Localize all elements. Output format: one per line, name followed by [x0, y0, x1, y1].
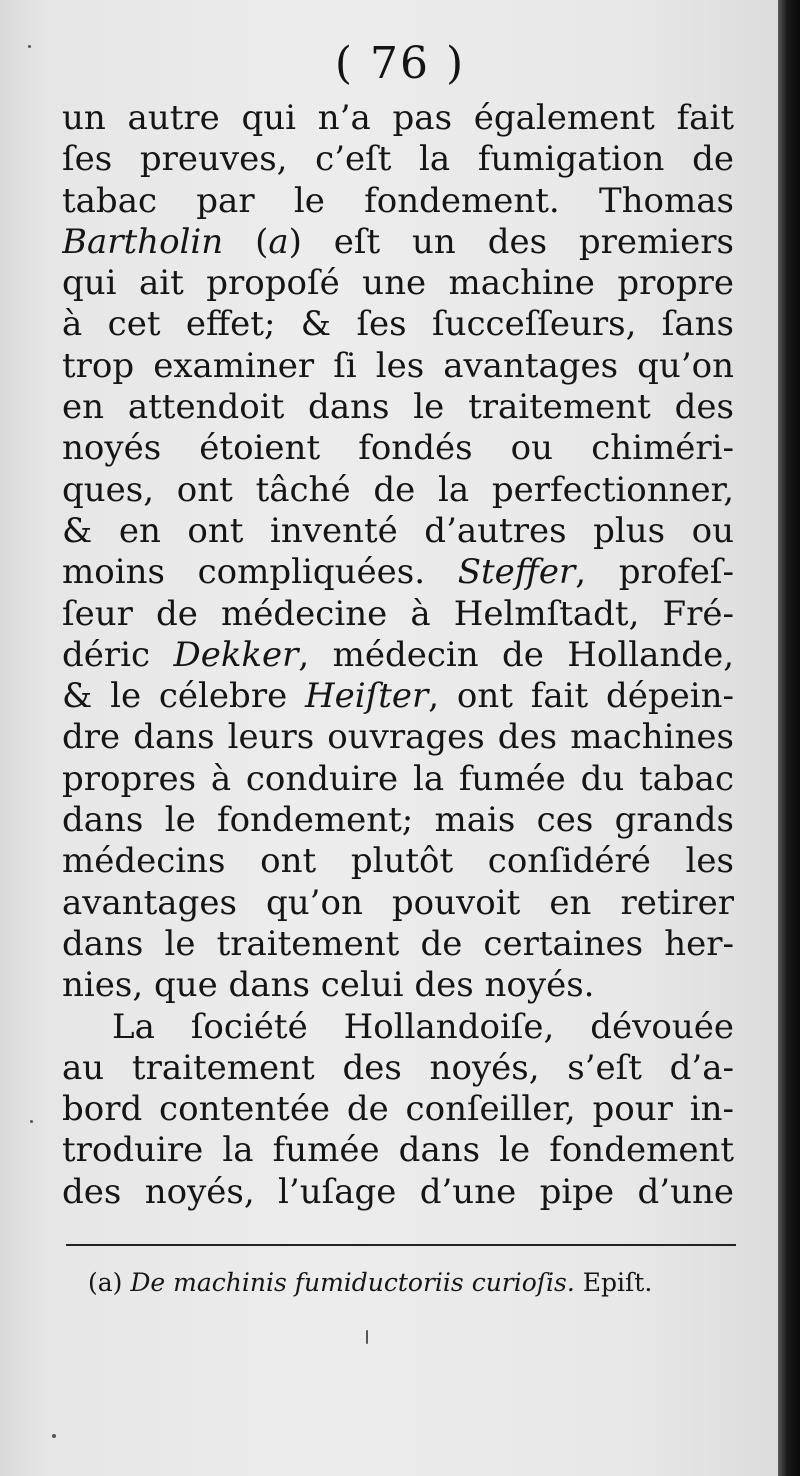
text-run: nies, que dans celui des noyés. [62, 965, 595, 1006]
ink-speck [30, 1120, 33, 1123]
italic-text: a [268, 221, 289, 262]
page-number: ( 76 ) [334, 38, 466, 89]
text-run: un autre qui n’a pas également fait [62, 98, 734, 138]
text-run: ſeur de médecine à Helmſtadt, Fré- [62, 593, 734, 634]
page-edge-shadow [778, 0, 800, 1476]
text-line [62, 841, 734, 882]
text-run: moins compliquées. [62, 552, 458, 593]
italic-text: Dekker [173, 634, 299, 675]
ink-speck [366, 1330, 368, 1344]
italic-text: Bartholin [62, 221, 224, 262]
ink-speck [28, 45, 31, 48]
text-line [62, 1130, 734, 1171]
italic-text: Heiſter [305, 676, 429, 717]
text-line [62, 676, 734, 717]
footnote-text: (a) [88, 1268, 131, 1297]
text-line [62, 511, 734, 552]
footnote-separator [66, 1244, 736, 1246]
text-line [62, 883, 734, 924]
text-line [62, 428, 734, 469]
text-run: déric [62, 634, 174, 675]
text-run: & en ont inventé d’autres plus ou [62, 510, 734, 551]
text-line [62, 1048, 734, 1089]
text-line [62, 1007, 734, 1048]
text-run: tabac par le fondement. Thomas [62, 180, 734, 221]
text-run: bord contentée de conſeiller, pour in- [62, 1089, 734, 1130]
text-line [62, 304, 734, 345]
text-line [62, 1172, 734, 1213]
text-line [62, 181, 734, 222]
text-line [62, 263, 734, 304]
footnote [88, 1265, 738, 1301]
footnote-italic-text: De machinis fumiductoriis curioſis. [130, 1268, 575, 1297]
text-run: dans le fondement; mais ces grands [62, 800, 734, 841]
text-line [62, 222, 734, 263]
text-run: des noyés, l’uſage d’une pipe d’une [62, 1171, 734, 1212]
text-run: , ont fait dépein- [428, 676, 734, 717]
text-run: qui ait propoſé une machine propre [62, 263, 734, 304]
text-line [62, 1089, 734, 1130]
text-run: , médecin de Hollande, [298, 634, 734, 675]
text-line [62, 387, 734, 428]
text-run: au traitement des noyés, s’eſt d’a- [62, 1047, 734, 1088]
text-run: avantages qu’on pouvoit en retirer [62, 882, 734, 923]
text-line [62, 594, 734, 635]
text-line [62, 346, 734, 387]
text-line [62, 717, 734, 758]
text-run: médecins ont plutôt conſidéré les [62, 841, 734, 882]
text-run: propres à conduire la fumée du tabac [62, 758, 734, 799]
text-run: noyés étoient fondés ou chiméri- [62, 428, 734, 469]
text-line [62, 965, 734, 1006]
text-run: ) eſt un des premiers [288, 221, 734, 262]
text-run: à cet effet; & ſes ſucceſſeurs, ſans [62, 304, 734, 345]
text-run: ſes preuves, c’eſt la fumigation de [62, 139, 734, 180]
text-run: dans le traitement de certaines her- [62, 923, 734, 964]
text-line [62, 800, 734, 841]
text-run: dre dans leurs ouvrages des machines [62, 717, 734, 758]
text-line [62, 139, 734, 180]
text-line [62, 552, 734, 593]
text-run: ques, ont tâché de la perfectionner, [62, 469, 734, 510]
text-run: en attendoit dans le traitement des [62, 387, 734, 428]
text-line [62, 470, 734, 511]
text-run: trop examiner ſi les avantages qu’on [62, 345, 734, 386]
text-line [62, 635, 734, 676]
text-run: & le célebre [62, 676, 306, 717]
text-run: ( [223, 221, 269, 262]
text-run: La ſociété Hollandoiſe, dévouée [112, 1006, 734, 1047]
footnote-text: Epiſt. [574, 1268, 653, 1297]
text-line [62, 759, 734, 800]
ink-speck [52, 1434, 56, 1438]
body-text [62, 98, 734, 1213]
text-run: troduire la fumée dans le fondement [62, 1130, 734, 1171]
italic-text: Steffer [457, 552, 576, 593]
text-line [62, 98, 734, 139]
text-run: , profeſ- [575, 552, 734, 593]
text-line [62, 924, 734, 965]
